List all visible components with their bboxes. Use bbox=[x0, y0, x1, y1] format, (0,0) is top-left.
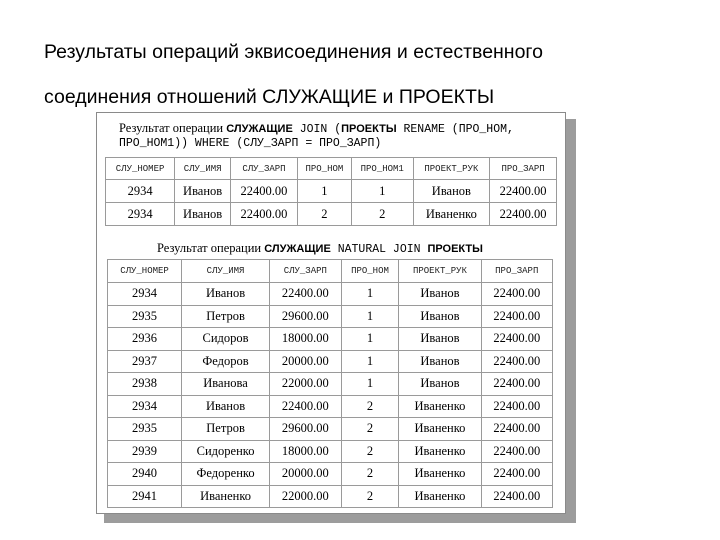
table-cell: 22400.00 bbox=[481, 395, 552, 418]
table-cell: 2938 bbox=[108, 373, 182, 396]
column-header: СЛУ_НОМЕР bbox=[106, 158, 175, 180]
equijoin-caption-operator: JOIN ( bbox=[292, 123, 342, 136]
slide-title bbox=[44, 30, 694, 120]
table-cell: 1 bbox=[341, 305, 399, 328]
table-cell: 1 bbox=[341, 283, 399, 306]
slide-title-line-2: соединения отношений СЛУЖАЩИЕ и ПРОЕКТЫ bbox=[44, 86, 495, 108]
table-cell: Иванов bbox=[399, 283, 481, 306]
natural-join-caption-prefix: Результат операции bbox=[157, 241, 265, 255]
column-header: ПРО_НОМ1 bbox=[351, 158, 413, 180]
column-header: СЛУ_ИМЯ bbox=[175, 158, 231, 180]
table-cell: 22400.00 bbox=[231, 180, 298, 203]
table-cell: 1 bbox=[351, 180, 413, 203]
table-row bbox=[108, 305, 553, 328]
figure-panel bbox=[96, 112, 566, 514]
table-row bbox=[108, 373, 553, 396]
table-cell: Иванов bbox=[399, 305, 481, 328]
table-cell: 22400.00 bbox=[270, 283, 341, 306]
table-cell: 2940 bbox=[108, 463, 182, 486]
table-row bbox=[108, 418, 553, 441]
table-cell: 22400.00 bbox=[270, 395, 341, 418]
table-cell: Федоров bbox=[182, 350, 270, 373]
table-cell: 2 bbox=[341, 395, 399, 418]
column-header: ПРОЕКТ_РУК bbox=[413, 158, 490, 180]
table-cell: 2934 bbox=[108, 395, 182, 418]
table-cell: Петров bbox=[182, 305, 270, 328]
table-cell: 2934 bbox=[108, 283, 182, 306]
equijoin-caption-prefix: Результат операции bbox=[119, 121, 227, 135]
table-cell: 2937 bbox=[108, 350, 182, 373]
column-header: СЛУ_ИМЯ bbox=[182, 260, 270, 283]
table-row bbox=[108, 283, 553, 306]
table-cell: 2935 bbox=[108, 305, 182, 328]
table-cell: 2941 bbox=[108, 485, 182, 508]
table-cell: 22400.00 bbox=[481, 305, 552, 328]
column-header: СЛУ_ЗАРП bbox=[270, 260, 341, 283]
table-cell: 1 bbox=[341, 373, 399, 396]
table-cell: 2939 bbox=[108, 440, 182, 463]
table-cell: Иваненко bbox=[413, 203, 490, 226]
table-cell: Сидоров bbox=[182, 328, 270, 351]
table-cell: 1 bbox=[341, 350, 399, 373]
table-header-row bbox=[106, 158, 557, 180]
table-cell: Иваненко bbox=[399, 440, 481, 463]
table-row bbox=[108, 440, 553, 463]
table-cell: 29600.00 bbox=[270, 305, 341, 328]
column-header: СЛУ_ЗАРП bbox=[231, 158, 298, 180]
table-cell: 22400.00 bbox=[481, 440, 552, 463]
table-cell: 22000.00 bbox=[270, 485, 341, 508]
table-cell: 22400.00 bbox=[490, 180, 557, 203]
table-cell: Иваненко bbox=[399, 485, 481, 508]
table-cell: 2 bbox=[341, 418, 399, 441]
table-cell: Иванов bbox=[413, 180, 490, 203]
column-header: ПРО_НОМ bbox=[341, 260, 399, 283]
table-cell: 2936 bbox=[108, 328, 182, 351]
table-cell: Иванов bbox=[182, 395, 270, 418]
table-cell: Иванова bbox=[182, 373, 270, 396]
column-header: СЛУ_НОМЕР bbox=[108, 260, 182, 283]
table-cell: 20000.00 bbox=[270, 350, 341, 373]
table-cell: 2934 bbox=[106, 180, 175, 203]
table-cell: 1 bbox=[297, 180, 351, 203]
column-header: ПРОЕКТ_РУК bbox=[399, 260, 481, 283]
natural-join-result-table bbox=[107, 259, 553, 508]
equijoin-caption-relation-2: ПРОЕКТЫ bbox=[341, 123, 397, 135]
table-cell: 22400.00 bbox=[231, 203, 298, 226]
equijoin-result-table bbox=[105, 157, 557, 226]
table-cell: Иваненко bbox=[182, 485, 270, 508]
table-cell: Иванов bbox=[182, 283, 270, 306]
equijoin-caption-rest: RENAME (ПРО_НОМ, bbox=[396, 123, 514, 136]
table-cell: 18000.00 bbox=[270, 440, 341, 463]
table-cell: 22400.00 bbox=[481, 485, 552, 508]
table-cell: Иванов bbox=[175, 203, 231, 226]
table-cell: 22400.00 bbox=[490, 203, 557, 226]
table-cell: Иванов bbox=[399, 373, 481, 396]
table-cell: 2 bbox=[341, 463, 399, 486]
natural-join-caption bbox=[157, 240, 483, 258]
table-row bbox=[108, 485, 553, 508]
table-cell: Петров bbox=[182, 418, 270, 441]
natural-join-caption-operator: NATURAL JOIN bbox=[330, 243, 428, 256]
table-cell: 18000.00 bbox=[270, 328, 341, 351]
table-cell: 2 bbox=[297, 203, 351, 226]
table-cell: Иванов bbox=[399, 328, 481, 351]
table-cell: 22400.00 bbox=[481, 418, 552, 441]
slide-title-line-1: Результаты операций эквисоединения и естественного bbox=[44, 41, 543, 63]
column-header: ПРО_ЗАРП bbox=[490, 158, 557, 180]
table-cell: 22400.00 bbox=[481, 463, 552, 486]
natural-join-caption-relation-1: СЛУЖАЩИЕ bbox=[264, 243, 331, 255]
table-cell: 29600.00 bbox=[270, 418, 341, 441]
equijoin-caption-relation-1: СЛУЖАЩИЕ bbox=[226, 123, 293, 135]
table-row bbox=[108, 395, 553, 418]
column-header: ПРО_НОМ bbox=[297, 158, 351, 180]
natural-join-caption-relation-2: ПРОЕКТЫ bbox=[427, 243, 483, 255]
table-cell: Иваненко bbox=[399, 418, 481, 441]
table-cell: Иванов bbox=[175, 180, 231, 203]
table-cell: 22400.00 bbox=[481, 283, 552, 306]
table-row bbox=[108, 463, 553, 486]
table-row bbox=[108, 350, 553, 373]
table-cell: 2934 bbox=[106, 203, 175, 226]
table-row bbox=[106, 203, 557, 226]
table-cell: 2 bbox=[341, 485, 399, 508]
table-cell: 1 bbox=[341, 328, 399, 351]
column-header: ПРО_ЗАРП bbox=[481, 260, 552, 283]
table-cell: 22000.00 bbox=[270, 373, 341, 396]
table-cell: 22400.00 bbox=[481, 373, 552, 396]
table-cell: 22400.00 bbox=[481, 350, 552, 373]
table-cell: 2 bbox=[351, 203, 413, 226]
table-cell: Иваненко bbox=[399, 395, 481, 418]
table-cell: 2 bbox=[341, 440, 399, 463]
table-cell: 20000.00 bbox=[270, 463, 341, 486]
table-cell: Сидоренко bbox=[182, 440, 270, 463]
equijoin-caption-line-2: ПРО_НОМ1)) WHERE (СЛУ_ЗАРП = ПРО_ЗАРП) bbox=[119, 137, 382, 150]
table-cell: 2935 bbox=[108, 418, 182, 441]
table-cell: 22400.00 bbox=[481, 328, 552, 351]
table-cell: Федоренко bbox=[182, 463, 270, 486]
table-row bbox=[108, 328, 553, 351]
table-cell: Иванов bbox=[399, 350, 481, 373]
table-row bbox=[106, 180, 557, 203]
table-header-row bbox=[108, 260, 553, 283]
table-cell: Иваненко bbox=[399, 463, 481, 486]
